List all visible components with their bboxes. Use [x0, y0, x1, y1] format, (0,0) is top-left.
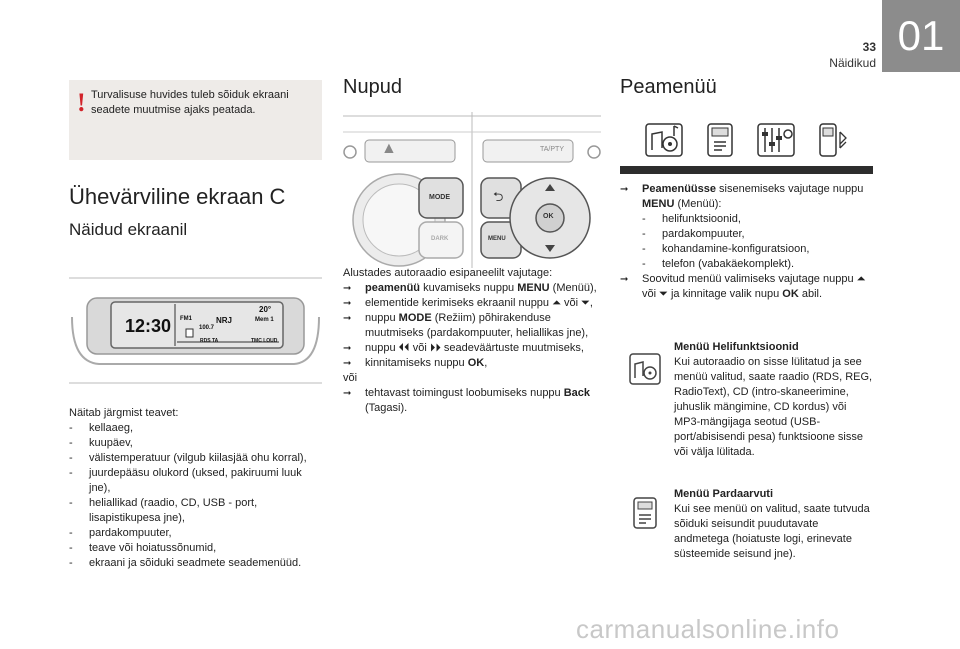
eject-button: ▲ — [381, 140, 397, 157]
trip-computer-title: Menüü Pardaarvuti — [674, 488, 774, 500]
arrow-bullet-icon: ➞ — [343, 388, 352, 399]
display-mem: Mem 1 — [255, 317, 274, 323]
col3-title: Peamenüü — [620, 76, 717, 98]
col2-controls-list — [343, 266, 605, 416]
display-screen-illustration — [69, 272, 322, 387]
audio-functions-icon — [628, 352, 662, 386]
trip-computer-icon — [630, 496, 660, 530]
warning-icon: ! — [77, 88, 86, 117]
list-item: - juurdepääsu olukord (uksed, pakiruumi luuk jne), — [69, 466, 324, 496]
list-item: - teave või hoiatussõnumid, — [69, 541, 324, 556]
list-item: ➞ Peamenüüsse sisenemiseks vajutage nuppu MENU (Menüü): — [620, 183, 864, 210]
col2-intro: Alustades autoraadio esipaneelilt vajutage: — [343, 267, 553, 279]
arrow-bullet-icon: ➞ — [343, 343, 352, 354]
mode-button: MODE — [429, 194, 450, 201]
list-item: ➞ nuppu MODE (Režiim) põhirakenduse muutmiseks (pardakompuuter, heliallikas jne), — [343, 312, 589, 339]
warning-text: Turvalisuse huvides tuleb sõiduk ekraani seadete muutmise ajaks peatada. — [91, 89, 289, 116]
menu-button: MENU — [488, 236, 506, 242]
list-item: ➞ kinnitamiseks nuppu OK, — [343, 357, 488, 369]
col3-main-menu-list — [620, 182, 875, 302]
display-rds: RDS TA — [200, 338, 219, 344]
audio-functions-title: Menüü Helifunktsioonid — [674, 341, 799, 353]
display-tmc: TMC LOUD — [251, 338, 278, 344]
ta-pty-button: TA/PTY — [540, 146, 564, 153]
arrow-bullet-icon: ➞ — [620, 274, 629, 285]
display-station: NRJ — [216, 316, 233, 325]
controls-illustration — [343, 112, 601, 268]
telephone-menu-icon — [812, 120, 852, 160]
list-item: - ekraani ja sõiduki seadmete seademenüüd. — [69, 556, 324, 571]
list-item: - telefon (vabakäekomplekt). — [642, 257, 875, 272]
list-item: - heliallikad (raadio, CD, USB - port, lisapistikupesa jne), — [69, 496, 324, 526]
audio-menu-icon — [644, 120, 684, 160]
trip-computer-menu-icon — [700, 120, 740, 160]
list-item: - välistemperatuur (vilgub kiilasjää ohu korral), — [69, 451, 324, 466]
arrow-bullet-icon: ➞ — [343, 298, 352, 309]
list-item: ➞ tehtavast toimingust loobumiseks nuppu Back (Tagasi). — [343, 387, 591, 414]
warning-box — [69, 80, 322, 160]
list-item: ➞ elementide kerimiseks ekraanil nuppu ⏶ või ⏷, — [343, 297, 593, 309]
list-item: - pardakompuuter, — [642, 227, 875, 242]
arrow-bullet-icon: ➞ — [343, 283, 352, 294]
page-number: 33 — [862, 40, 876, 54]
ok-button: OK — [543, 213, 554, 220]
display-freq: 100.7 — [199, 325, 215, 331]
watermark-text: carmanualsonline.info — [576, 614, 840, 644]
arrow-bullet-icon: ➞ — [343, 358, 352, 369]
list-item: ➞ peamenüü kuvamiseks nuppu MENU (Menüü), — [343, 282, 597, 294]
display-temp: 20° — [259, 305, 272, 314]
arrow-bullet-icon: ➞ — [343, 313, 352, 324]
audio-functions-text: Kui autoraadio on sisse lülitatud ja see menüü valitud, saate raadio (RDS, REG, RadioText), CD (intro-skaneerimine, juhuslik mängimine, CD kordus) või MP3-mängijaga seotud (USB-port/abisisendi pesa) funktsioone sisse või välja lülitada. — [674, 356, 873, 458]
dark-button: DARK — [431, 236, 449, 242]
display-clock: 12:30 — [125, 316, 172, 336]
col1-title: Ühevärviline ekraan C — [69, 184, 286, 209]
display-frame-icon — [69, 272, 322, 387]
audio-functions-section — [674, 340, 874, 460]
col1-intro: Näitab järgmist teavet: — [69, 407, 179, 419]
settings-menu-icon — [756, 120, 796, 160]
main-menu-strip — [620, 114, 873, 174]
col2-title: Nupud — [343, 76, 402, 98]
trip-computer-section — [674, 487, 874, 562]
trip-computer-text: Kui see menüü on valitud, saate tutvuda sõiduki seisundit puudutavate andmetega (hoiatuste logi, erinevate süsteemide seisund jne). — [674, 503, 870, 560]
col1-subtitle: Näidud ekraanil — [69, 220, 188, 239]
list-item: - helifunktsioonid, — [642, 212, 875, 227]
arrow-bullet-icon: ➞ — [620, 184, 629, 195]
display-band: FM1 — [180, 316, 192, 322]
list-item: ➞ Soovitud menüü valimiseks vajutage nuppu ⏶ või ⏷ ja kinnitage valik nupu OK abil. — [620, 273, 866, 300]
section-title: Näidikud — [829, 56, 876, 70]
list-item: - pardakompuuter, — [69, 526, 324, 541]
list-item: - kuupäev, — [69, 436, 324, 451]
chapter-tab: 01 — [882, 0, 960, 72]
list-item: ➞ nuppu ⏴⏴ või ⏵⏵ seadeväärtuste muutmiseks, — [343, 342, 584, 354]
or-text: või — [343, 372, 358, 384]
col1-info-list — [69, 406, 324, 571]
control-panel-icon — [343, 112, 601, 268]
list-item: - kohandamine-konfiguratsioon, — [642, 242, 875, 257]
back-button: ⮌ — [493, 189, 504, 204]
list-item: - kellaaeg, — [69, 421, 324, 436]
